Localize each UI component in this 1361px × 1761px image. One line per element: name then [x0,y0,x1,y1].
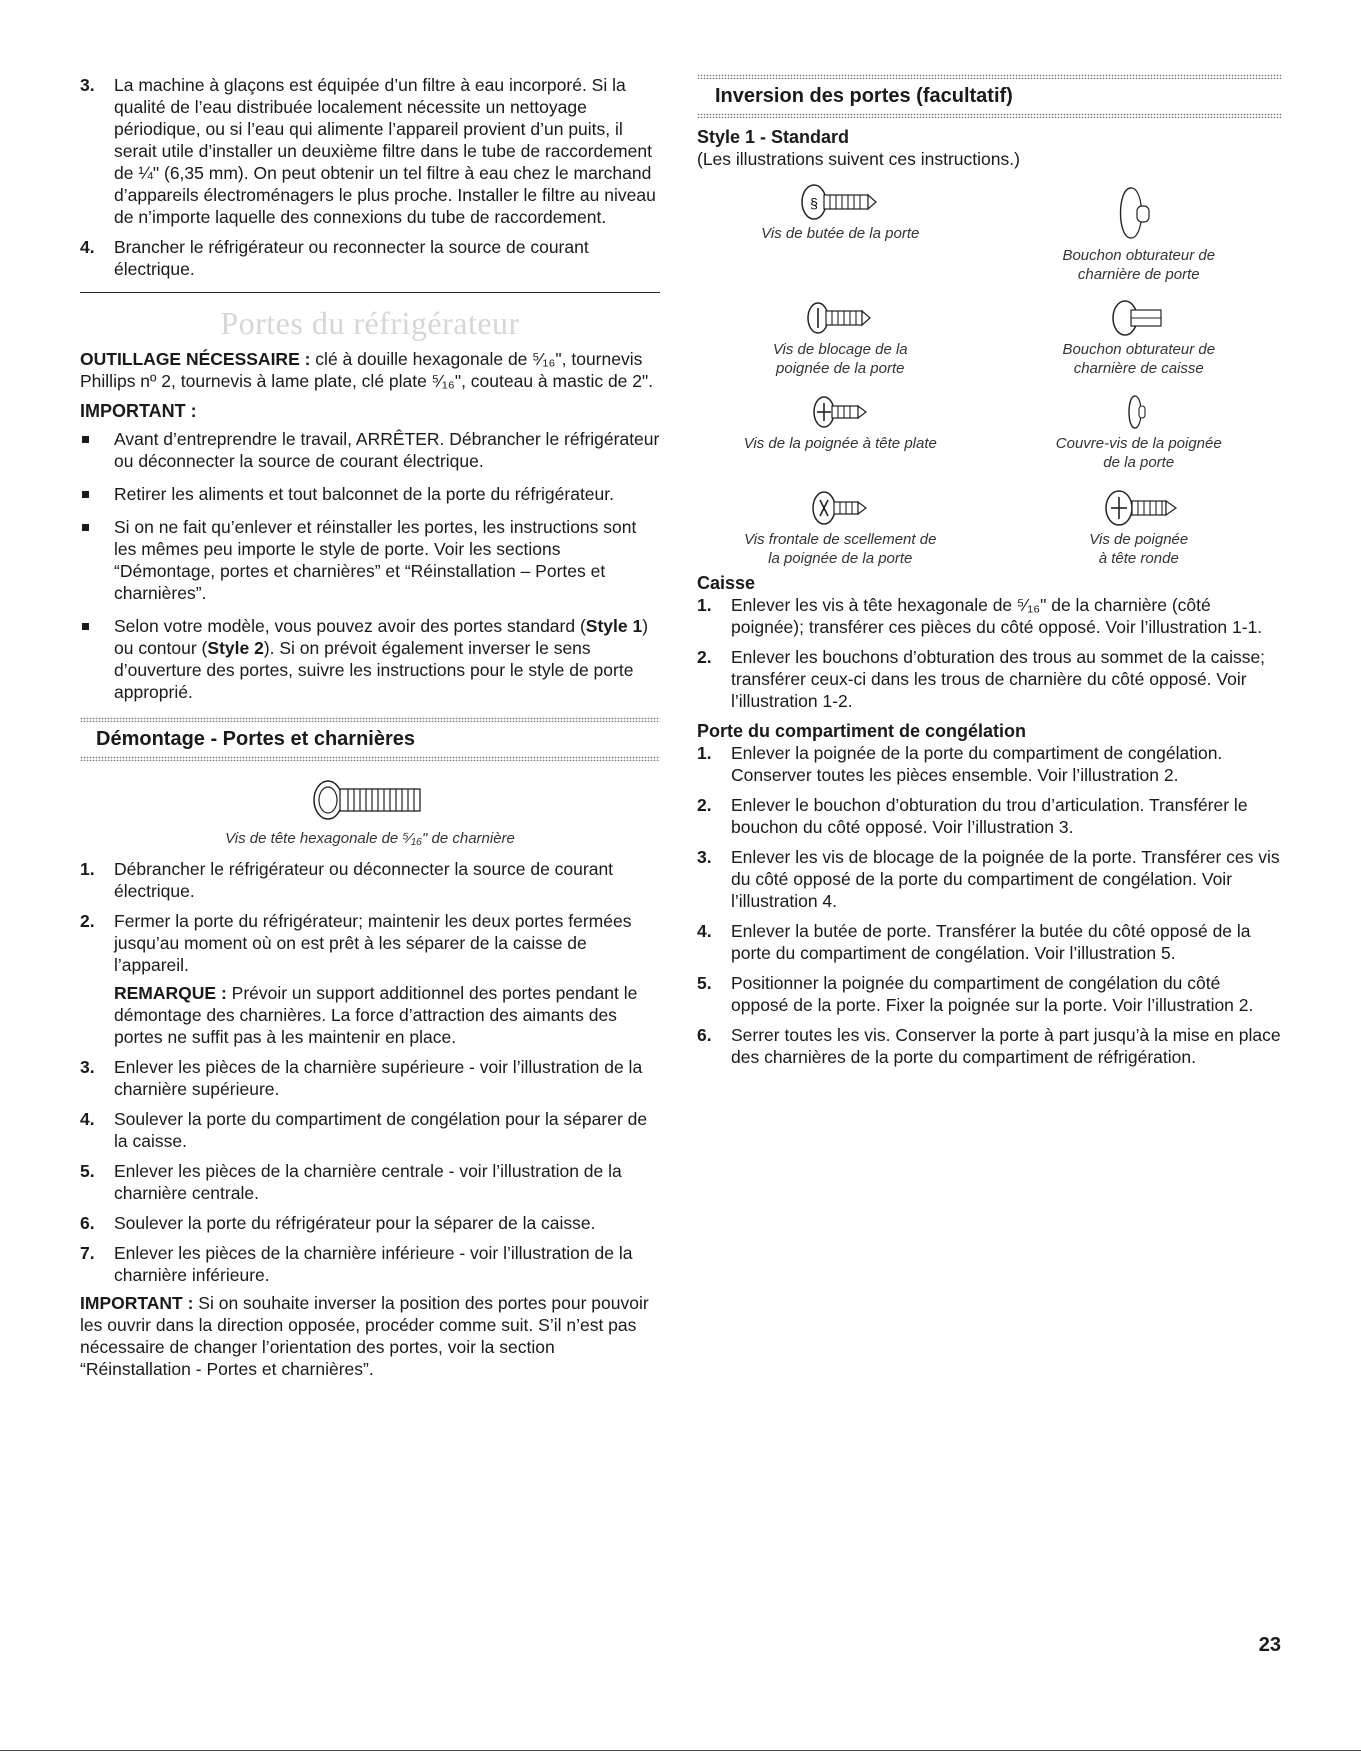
demontage-heading: Démontage - Portes et charnières [96,728,415,750]
bullet-text-part: ) ou contour ( [114,616,649,658]
bullet-item [80,615,660,703]
item-number: 3. [80,75,95,95]
hardware-item [697,390,984,472]
item-number: 1. [80,859,95,879]
item-number: 4. [697,921,712,941]
list-item [697,1024,1282,1068]
front-sealing-screw-caption: Vis frontale de scellement de la poignée de la porte [744,531,937,567]
list-item [80,1056,660,1100]
list-item [697,646,1282,712]
item-number: 3. [80,1057,95,1077]
handle-screw-cover-icon [1089,390,1189,434]
right-column [697,74,1282,1076]
style-2-label: Style 2 [207,638,264,658]
dotted-rule [80,756,660,761]
door-stop-screw-caption: Vis de butée de la porte [761,225,920,242]
bullet-item [80,428,660,472]
item-number: 5. [697,973,712,993]
hardware-item [697,296,984,378]
item-text: Soulever la porte du réfrigérateur pour la séparer de la caisse. [114,1213,596,1233]
bullet-item [80,483,660,505]
item-text: Enlever les pièces de la charnière centrale - voir l’illustration de la charnière centrale. [114,1161,622,1203]
item-text: Enlever les bouchons d’obturation des trous au sommet de la caisse; transférer ceux-ci dans les trous de charnière du côté opposé. Voir l’illustration 1-2. [731,647,1266,711]
item-number: 7. [80,1243,95,1263]
door-hinge-plug-icon [1089,180,1189,246]
tools-paragraph [80,348,660,392]
remarque-paragraph [114,982,660,1048]
hardware-grid [697,180,1282,568]
item-text: Enlever la poignée de la porte du compartiment de congélation. Conserver toutes les pièces ensemble. Voir l’illustration 2. [731,743,1223,785]
hex-head-hinge-screw-icon [310,777,430,823]
bullet-text-part: ). Si on prévoit également inverser le sens d’ouverture des portes, suivre les instructions pour le style de porte approprié. [114,638,634,702]
remarque-label: REMARQUE : [114,983,227,1003]
list-item [80,74,660,228]
item-text: Brancher le réfrigérateur ou reconnecter la source de courant électrique. [114,237,589,279]
important-label: IMPORTANT : [80,1293,194,1313]
list-item [80,1160,660,1204]
bullet-item [80,516,660,604]
tools-label: OUTILLAGE NÉCESSAIRE : [80,349,311,369]
item-text: La machine à glaçons est équipée d’un filtre à eau incorporé. Si la qualité de l’eau distribuée localement nécessite un nettoyage périodique, ou si l’eau qui alimente l’appareil provient d’un puits, il serait utile d’installer un deuxième filtre dans le tube de raccordement de ¼" (6,35 mm). On peut obtenir un tel filtre à eau chez le marchand d’appareils électroménagers le plus proche. Installer le filtre au niveau de n’importe laquelle des connexions du tube de raccordement. [114,75,656,227]
list-item [80,1108,660,1152]
item-text: Soulever la porte du compartiment de congélation pour la séparer de la caisse. [114,1109,648,1151]
list-item [80,1242,660,1286]
tools-text: clé à douille hexagonale de ⁵⁄₁₆", tournevis Phillips nº 2, tournevis à lame plate, clé plate ⁵⁄₁₆", couteau à mastic de 2". [80,349,654,391]
item-text: Débrancher le réfrigérateur ou déconnecter la source de courant électrique. [114,859,614,901]
list-item [697,742,1282,786]
porte-heading: Porte du compartiment de congélation [697,721,1027,741]
section-title: Portes du réfrigérateur [220,305,520,341]
handle-screw-cover-caption: Couvre-vis de la poignée de la porte [1055,435,1222,471]
item-text: Enlever la butée de porte. Transférer la butée du côté opposé de la porte du compartiment de congélation. Voir l’illustration 5. [731,921,1251,963]
door-hinge-plug-caption: Bouchon obturateur de charnière de porte [1062,247,1216,283]
item-number: 6. [80,1213,95,1233]
inversion-heading: Inversion des portes (facultatif) [715,85,1013,107]
round-head-handle-screw-caption: Vis de poignée à tête ronde [1089,531,1189,567]
flat-head-handle-screw-icon [790,390,890,434]
item-text: Serrer toutes les vis. Conserver la porte à part jusqu’à la mise en place des charnières de la porte du compartiment de réfrigération. [731,1025,1281,1067]
item-text: Enlever les pièces de la charnière inférieure - voir l’illustration de la charnière inférieure. [114,1243,633,1285]
hinge-screw-figure [80,777,660,848]
bullet-text: Si on ne fait qu’enlever et réinstaller les portes, les instructions sont les mêmes peu importe le style de porte. Voir les sections “Démontage, portes et charnières” et “Réinstallation – Portes et charnières”. [114,517,637,603]
item-text: Enlever les vis à tête hexagonale de ⁵⁄₁₆" de la charnière (côté poignée); transférer ces pièces du côté opposé. Voir l’illustration 1-1. [731,595,1263,637]
item-number: 2. [697,795,712,815]
list-item [697,594,1282,638]
item-number: 1. [697,743,712,763]
item-number: 2. [80,911,95,931]
bullet-text: Avant d’entreprendre le travail, ARRÊTER. Débrancher le réfrigérateur ou déconnecter la source de courant électrique. [114,429,660,471]
handle-lock-screw-caption: Vis de blocage de la poignée de la porte [772,341,908,377]
caisse-heading: Caisse [697,573,756,593]
item-number: 4. [80,1109,95,1129]
front-sealing-screw-icon [790,486,890,530]
list-item [80,858,660,902]
demontage-section-header [80,717,660,761]
remarque-text: Prévoir un support additionnel des portes pendant le démontage des charnières. La force d’attraction des aimants des portes ne suffit pas à les maintenir en place. [114,983,638,1047]
hardware-item [697,486,984,568]
item-text: Enlever le bouchon d’obturation du trou d’articulation. Transférer le bouchon du côté opposé. Voir l’illustration 3. [731,795,1248,837]
svg-text:§: § [810,195,819,211]
inversion-section-header [697,74,1282,118]
page-number: 23 [1258,1634,1281,1656]
item-number: 1. [697,595,712,615]
item-text: Fermer la porte du réfrigérateur; maintenir les deux portes fermées jusqu’au moment où on est prêt à les séparer de la caisse de l’appareil. [114,911,632,975]
list-item [80,1212,660,1234]
hardware-item [996,296,1283,378]
hardware-item [996,180,1283,284]
item-number: 3. [697,847,712,867]
bullet-square-icon [80,615,114,703]
item-text: Enlever les pièces de la charnière supérieure - voir l’illustration de la charnière supérieure. [114,1057,643,1099]
hardware-item [996,390,1283,472]
dotted-rule [697,113,1282,118]
item-number: 5. [80,1161,95,1181]
cabinet-hinge-plug-caption: Bouchon obturateur de charnière de caisse [1062,341,1216,377]
footer-rule [0,1750,1361,1751]
round-head-handle-screw-icon [1089,486,1189,530]
bullet-text: Retirer les aliments et tout balconnet de la porte du réfrigérateur. [114,484,614,504]
important-text: Si on souhaite inverser la position des portes pour pouvoir les ouvrir dans la direction opposée, procéder comme suit. S’il n’est pas nécessaire de changer l’orientation des portes, voir la section “Réinstallation - Portes et charnières”. [80,1293,649,1379]
item-text: Positionner la poignée du compartiment de congélation du côté opposé de la porte. Fixer la poignée sur la porte. Voir l’illustration 2. [731,973,1254,1015]
item-number: 2. [697,647,712,667]
style-heading: Style 1 - Standard [697,127,850,147]
style-1-label: Style 1 [585,616,643,636]
left-column [80,74,660,1380]
list-item [697,846,1282,912]
bullet-text-part: Selon votre modèle, vous pouvez avoir des portes standard ( [114,616,586,636]
list-item [697,794,1282,838]
style-note: (Les illustrations suivent ces instructions.) [697,149,1020,169]
bullet-square-icon [80,483,114,505]
hardware-item [996,486,1283,568]
item-number: 6. [697,1025,712,1045]
bullet-square-icon [80,428,114,472]
list-item [697,972,1282,1016]
hinge-screw-caption: Vis de tête hexagonale de ⁵⁄₁₆" de charnière [225,830,515,847]
door-stop-screw-icon [790,180,890,224]
cabinet-hinge-plug-icon [1089,296,1189,340]
important-paragraph [80,1292,660,1380]
list-item [80,236,660,280]
bullet-square-icon [80,516,114,604]
item-text: Enlever les vis de blocage de la poignée de la porte. Transférer ces vis du côté opposé de la porte du compartiment de congélation. Voir l’illustration 4. [731,847,1280,911]
section-divider [80,292,660,293]
item-number: 4. [80,237,95,257]
handle-lock-screw-icon [790,296,890,340]
important-label: IMPORTANT : [80,401,197,421]
flat-head-handle-screw-caption: Vis de la poignée à tête plate [743,435,937,452]
bullet-text [114,615,660,703]
list-item [697,920,1282,964]
list-item [80,910,660,976]
hardware-item [697,180,984,284]
